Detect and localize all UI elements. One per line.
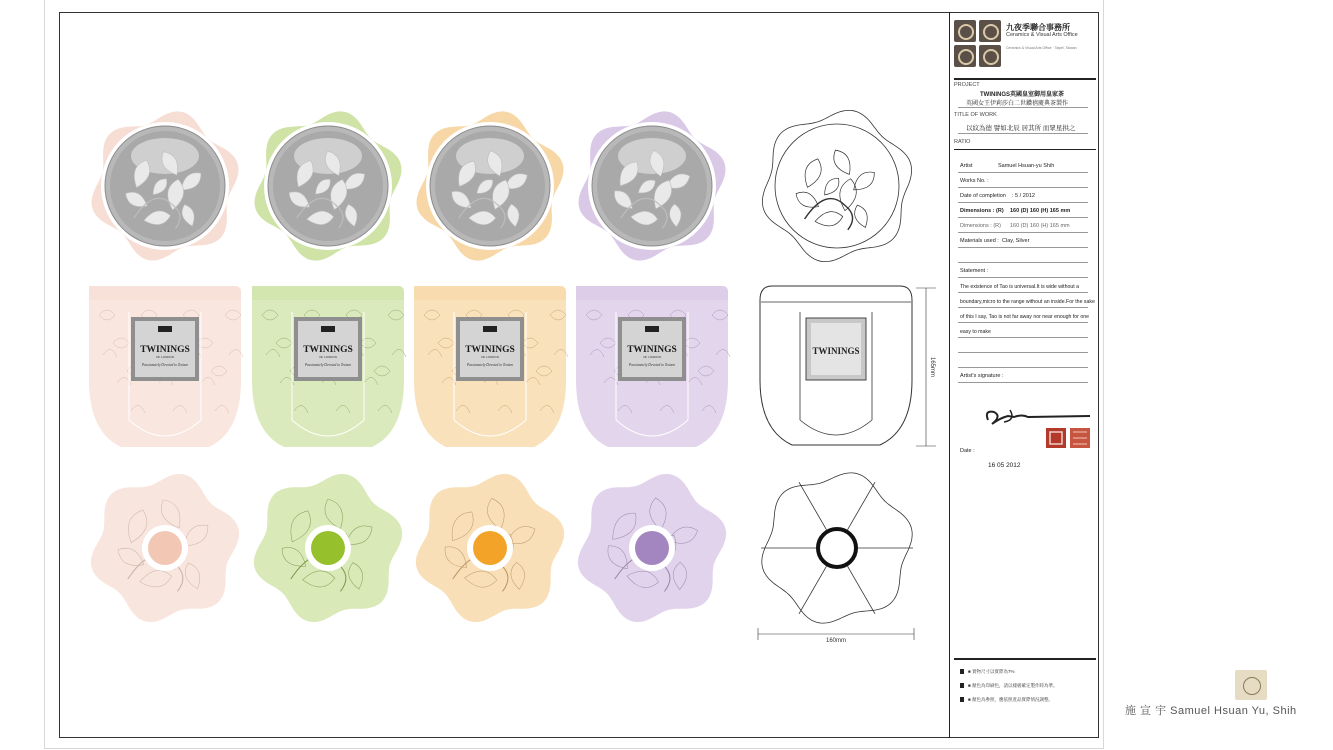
tin-label-pink [131,317,199,381]
designer-signature [1125,668,1315,718]
label-tag-text: Passionately Devoted to Teaism [629,363,675,367]
dimensions-value-2: 160 (D) 160 (H) 165 mm [1010,223,1070,229]
tin-green [252,286,406,447]
dimensions-value: 160 (D) 160 (H) 165 mm [1010,208,1071,214]
base-orange [416,474,564,622]
project-line-2: 英國女王伊莉莎白二世鑽禧慶典茶製作 [966,101,1069,107]
height-dimension: 165mm [929,356,935,378]
tin-orange [414,286,568,447]
base-green [254,474,402,622]
label-brand-text: TWININGS [627,345,677,355]
artist-signature-icon [980,406,1095,456]
note-2: ■ 顏色為印刷色，請以樣板確定製作時為準。 [968,683,1058,688]
row-flower-bases [91,474,726,622]
base-outline-drawing [758,473,914,644]
lid-green [255,111,402,260]
lid-orange [417,111,564,260]
office-contact: Ceramics & Visual Arts Office · Taipei, Taiwan [1006,46,1077,50]
artist-value: Samuel Hsuan-yu Shih [998,163,1055,169]
title-of-work-value: 以紋為德 譬如北辰 居其所 而眾星拱之 [966,125,1076,132]
ratio-label: RATIO [954,139,971,145]
label-sub-text: OF LONDON [319,355,337,359]
date-value: 16 05 2012 [988,462,1021,469]
tin-purple [576,286,730,447]
note-1: ■ 實物尺寸以實際為7% [968,669,1015,674]
label-sub-text: OF LONDON [481,355,499,359]
artist-label: Artist [960,163,973,169]
base-center-dot [311,531,345,565]
label-tag-text: Passionately Devoted to Teaism [142,363,188,367]
designer-logo-icon [1235,670,1267,700]
width-dimension: 160mm [825,638,847,644]
row-lid-tops [92,111,726,260]
office-subtitle: Ceramics & Visual Arts Office [1006,32,1078,38]
office-logo-icon [954,20,1002,68]
title-block [949,12,1099,738]
base-pink [91,474,239,622]
statement-label: Statement : [960,268,989,274]
tin-outline-drawing [760,286,936,446]
label-sub-text: OF LONDON [643,355,661,359]
date-completion-label: Date of completion [960,193,1006,199]
lid-pink [92,111,239,260]
works-no-label: Works No. : [960,178,989,184]
base-center-dot [473,531,507,565]
base-center-dot [148,531,182,565]
designer-caption: 施 宣 宇 Samuel Hsuan Yu, Shih [1125,705,1297,717]
label-brand-text: TWININGS [140,345,190,355]
project-line-1: TWININGS英國皇室御用皇家茶 [980,92,1064,98]
tin-outline-label [806,318,866,380]
label-sub-text: OF LONDON [156,355,174,359]
tin-label-green [294,317,362,381]
date-completion-value: : 5 / 2012 [1012,193,1035,199]
office-name: 九夜季聯合事務所 [1006,23,1070,32]
signature-label: Artist's signature : [960,373,1004,379]
dimensions-label: Dimensions : (R) [960,208,1004,214]
dimensions-label-2: Dimensions : (R) [960,223,1001,229]
note-3: ■ 顏色為參照，應依照產品實際情況調整。 [968,697,1053,702]
lid-purple [579,111,726,260]
label-brand-text: TWININGS [303,345,353,355]
project-label: PROJECT [954,82,980,88]
tin-pink [89,286,243,447]
materials-label: Materials used : [960,238,999,244]
divider [954,78,1096,80]
label-brand-text: TWININGS [465,345,515,355]
statement-text: The existence of Tao is universal.It is wide without a boundary,micro to the range without an inside.For the sake of this I say, Tao is not far away nor near enough for one easy to make [960,284,1095,335]
tin-label-orange [456,317,524,381]
base-purple [578,474,726,622]
label-brand-text: TWININGS [812,346,860,356]
materials-value: Clay, Silver [1002,238,1030,244]
date-label: Date : [960,448,975,454]
row-tin-bodies [89,286,730,447]
title-of-work-label: TITLE OF WORK [954,112,997,118]
label-tag-text: Passionately Devoted to Teaism [305,363,351,367]
base-center-dot [635,531,669,565]
lid-outline-drawing [762,110,911,261]
tin-label-purple [618,317,686,381]
label-tag-text: Passionately Devoted to Teaism [467,363,513,367]
